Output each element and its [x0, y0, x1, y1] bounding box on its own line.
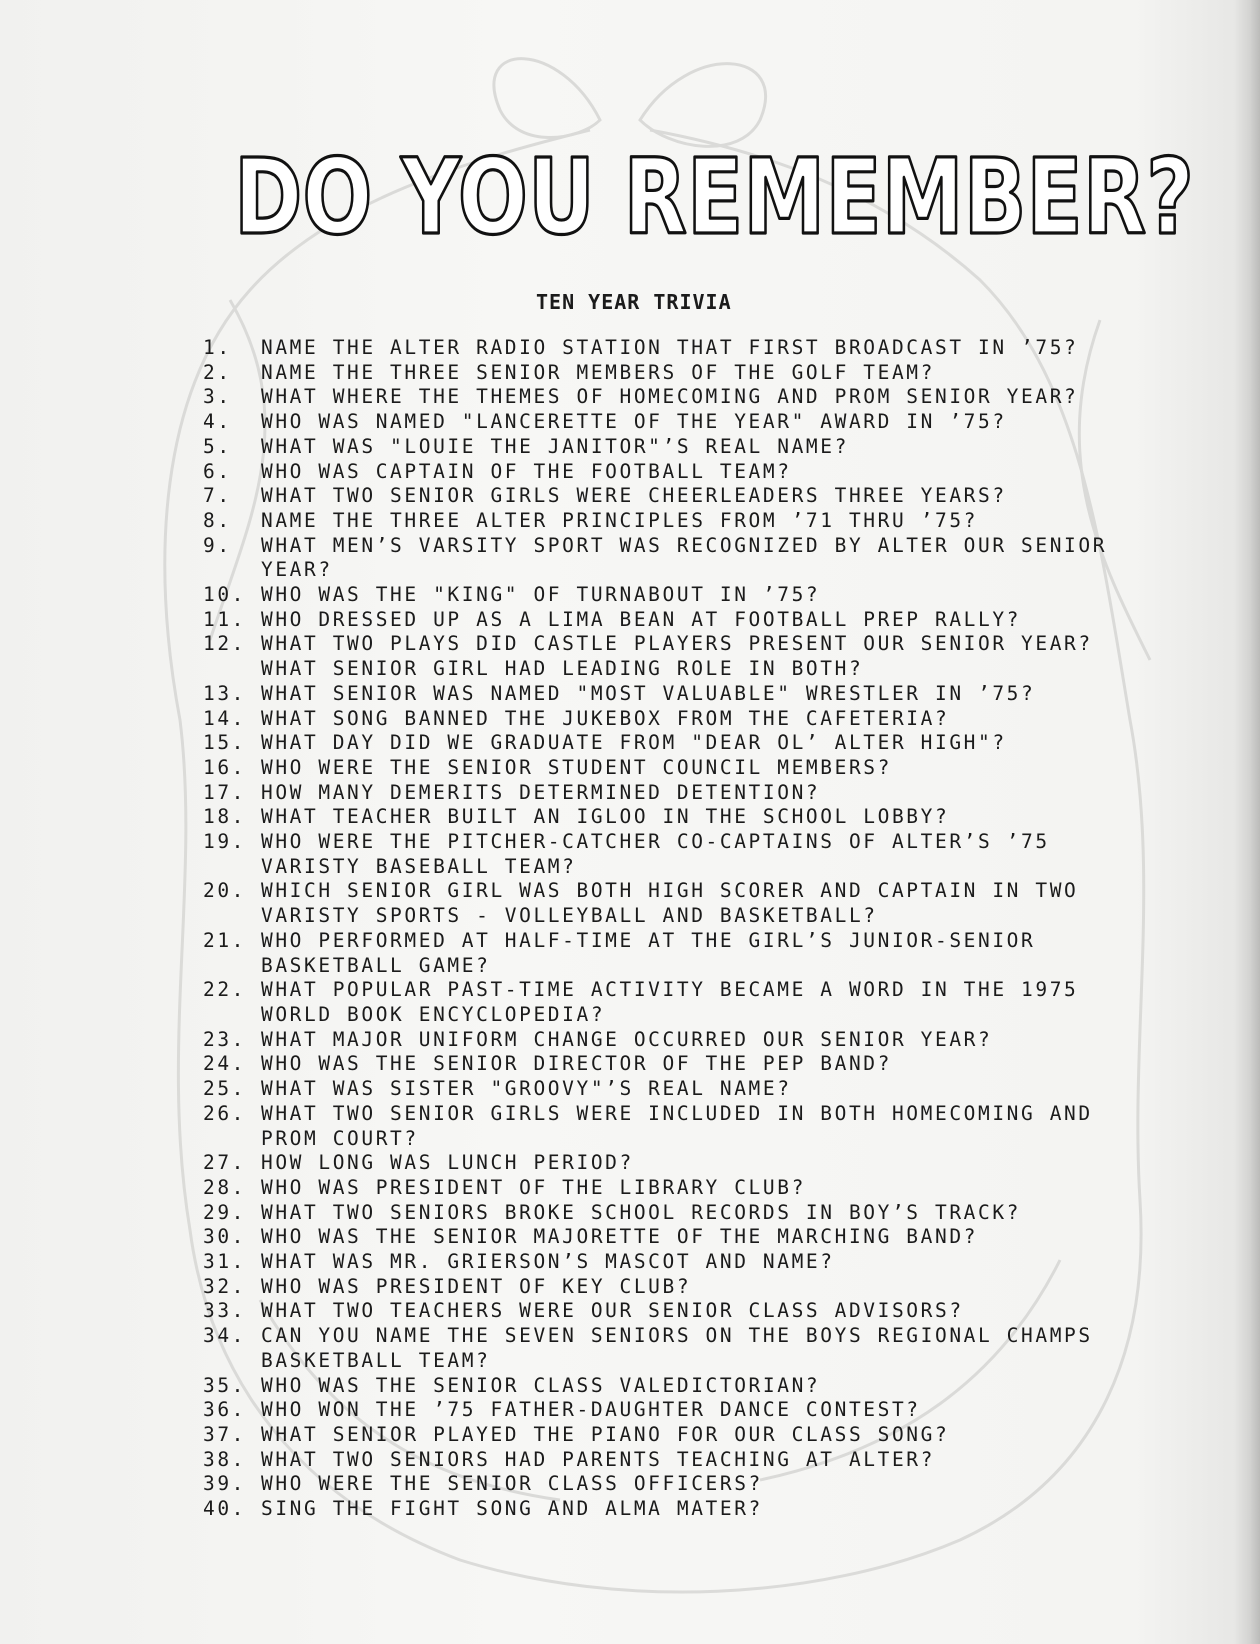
trivia-question-list: [203, 336, 1123, 1522]
question-item: [203, 410, 1123, 435]
question-text: WHO WAS NAMED "LANCERETTE OF THE YEAR" AWARD IN ’75?: [261, 410, 1007, 434]
question-number: 30.: [203, 1225, 247, 1249]
question-number: 40.: [203, 1497, 247, 1521]
question-item: [203, 1077, 1123, 1102]
question-item: [203, 1052, 1123, 1077]
question-number: 1.: [203, 336, 232, 359]
question-text: WHAT TWO TEACHERS WERE OUR SENIOR CLASS ADVISORS?: [261, 1299, 964, 1323]
question-text: WHO WAS THE SENIOR MAJORETTE OF THE MARCHING BAND?: [261, 1225, 978, 1249]
question-number: 18.: [203, 805, 247, 829]
question-number: 32.: [203, 1274, 247, 1298]
question-number: 36.: [203, 1398, 247, 1422]
question-text: WHO WON THE ’75 FATHER-DAUGHTER DANCE CONTEST?: [261, 1398, 921, 1422]
question-item: [203, 534, 1123, 583]
question-text: SING THE FIGHT SONG AND ALMA MATER?: [261, 1497, 763, 1521]
question-number: 38.: [203, 1447, 247, 1471]
question-text: WHO WERE THE SENIOR STUDENT COUNCIL MEMBERS?: [261, 755, 892, 779]
question-text: WHO WERE THE PITCHER-CATCHER CO-CAPTAINS OF ALTER’S ’75 VARISTY BASEBALL TEAM?: [261, 830, 1065, 878]
question-text: WHICH SENIOR GIRL WAS BOTH HIGH SCORER AND CAPTAIN IN TWO VARISTY SPORTS - VOLLEYBALL AND BASKETBALL?: [261, 879, 1093, 928]
question-text: WHO WAS THE "KING" OF TURNABOUT IN ’75?: [261, 583, 821, 607]
question-text: WHAT TEACHER BUILT AN IGLOO IN THE SCHOOL LOBBY?: [261, 805, 950, 829]
question-item: [203, 1225, 1123, 1250]
question-number: 11.: [203, 607, 247, 631]
question-text: WHAT DAY DID WE GRADUATE FROM "DEAR OL’ ALTER HIGH"?: [261, 731, 1007, 755]
question-text: WHAT WAS "LOUIE THE JANITOR"’S REAL NAME?: [261, 434, 849, 458]
question-number: 10.: [203, 583, 247, 607]
question-text: WHAT POPULAR PAST-TIME ACTIVITY BECAME A WORD IN THE 1975 WORLD BOOK ENCYCLOPEDIA?: [261, 978, 1093, 1026]
question-text: WHO DRESSED UP AS A LIMA BEAN AT FOOTBALL PREP RALLY?: [261, 607, 1022, 631]
question-text: WHAT MAJOR UNIFORM CHANGE OCCURRED OUR SENIOR YEAR?: [261, 1027, 993, 1051]
question-item: [203, 608, 1123, 633]
question-number: 3.: [203, 385, 232, 409]
question-text: WHAT TWO PLAYS DID CASTLE PLAYERS PRESENT OUR SENIOR YEAR? WHAT SENIOR GIRL HAD LEADING ROLE IN BOTH?: [261, 632, 1122, 681]
question-item: [203, 1472, 1123, 1497]
question-text: WHAT WAS SISTER "GROOVY"’S REAL NAME?: [261, 1077, 792, 1101]
question-text: WHAT TWO SENIORS HAD PARENTS TEACHING AT ALTER?: [261, 1447, 935, 1471]
question-text: WHO WAS CAPTAIN OF THE FOOTBALL TEAM?: [261, 459, 792, 483]
question-number: 26.: [203, 1101, 247, 1125]
question-text: NAME THE THREE SENIOR MEMBERS OF THE GOLF TEAM?: [261, 360, 935, 384]
question-number: 33.: [203, 1299, 247, 1323]
question-text: WHAT MEN’S VARSITY SPORT WAS RECOGNIZED BY ALTER OUR SENIOR YEAR?: [261, 533, 1122, 582]
question-number: 24.: [203, 1052, 247, 1076]
title-graphic: [228, 118, 1208, 268]
question-item: [203, 1201, 1123, 1226]
question-number: 22.: [203, 978, 247, 1002]
question-number: 9.: [203, 533, 232, 557]
question-item: [203, 731, 1123, 756]
question-text: WHAT SENIOR WAS NAMED "MOST VALUABLE" WRESTLER IN ’75?: [261, 681, 1036, 705]
question-number: 28.: [203, 1175, 247, 1199]
question-number: 5.: [203, 434, 232, 458]
question-number: 27.: [203, 1151, 247, 1175]
question-number: 35.: [203, 1373, 247, 1397]
question-item: [203, 1423, 1123, 1448]
question-item: [203, 978, 1123, 1027]
question-text: WHO PERFORMED AT HALF-TIME AT THE GIRL’S JUNIOR-SENIOR BASKETBALL GAME?: [261, 928, 1050, 977]
question-number: 39.: [203, 1472, 247, 1496]
page-title: DO YOU REMEMBER?: [234, 136, 1194, 258]
question-number: 21.: [203, 928, 247, 952]
question-item: [203, 830, 1123, 879]
question-item: [203, 1324, 1123, 1373]
question-item: [203, 1299, 1123, 1324]
question-item: [203, 1250, 1123, 1275]
question-item: [203, 1374, 1123, 1399]
question-text: WHAT TWO SENIORS BROKE SCHOOL RECORDS IN BOY’S TRACK?: [261, 1200, 1022, 1224]
question-number: 12.: [203, 632, 247, 656]
question-number: 17.: [203, 780, 247, 804]
question-item: [203, 484, 1123, 509]
question-number: 15.: [203, 731, 247, 755]
question-text: HOW MANY DEMERITS DETERMINED DETENTION?: [261, 780, 821, 804]
question-number: 25.: [203, 1077, 247, 1101]
question-number: 20.: [203, 879, 247, 903]
question-text: NAME THE ALTER RADIO STATION THAT FIRST BROADCAST IN ’75?: [261, 336, 1079, 359]
question-text: CAN YOU NAME THE SEVEN SENIORS ON THE BOYS REGIONAL CHAMPS BASKETBALL TEAM?: [261, 1324, 1108, 1372]
question-item: [203, 1398, 1123, 1423]
question-text: WHAT SONG BANNED THE JUKEBOX FROM THE CAFETERIA?: [261, 706, 950, 730]
question-item: [203, 1102, 1123, 1151]
subtitle: TEN YEAR TRIVIA: [536, 290, 732, 314]
question-text: WHO WAS PRESIDENT OF KEY CLUB?: [261, 1274, 692, 1298]
question-item: [203, 336, 1123, 361]
question-item: [203, 509, 1123, 534]
question-item: [203, 385, 1123, 410]
question-text: WHAT SENIOR PLAYED THE PIANO FOR OUR CLASS SONG?: [261, 1422, 950, 1446]
question-item: [203, 1176, 1123, 1201]
question-item: [203, 1275, 1123, 1300]
question-number: 37.: [203, 1422, 247, 1446]
question-item: [203, 879, 1123, 928]
question-item: [203, 756, 1123, 781]
question-text: WHAT WHERE THE THEMES OF HOMECOMING AND PROM SENIOR YEAR?: [261, 385, 1079, 409]
question-number: 13.: [203, 681, 247, 705]
question-item: [203, 632, 1123, 681]
question-text: WHO WAS THE SENIOR DIRECTOR OF THE PEP BAND?: [261, 1052, 892, 1076]
question-item: [203, 707, 1123, 732]
question-item: [203, 1028, 1123, 1053]
question-number: 8.: [203, 508, 232, 532]
question-item: [203, 781, 1123, 806]
question-item: [203, 583, 1123, 608]
question-number: 23.: [203, 1027, 247, 1051]
question-text: NAME THE THREE ALTER PRINCIPLES FROM ’71 THRU ’75?: [261, 508, 978, 532]
question-text: WHAT TWO SENIOR GIRLS WERE CHEERLEADERS THREE YEARS?: [261, 484, 1007, 508]
question-text: WHO WERE THE SENIOR CLASS OFFICERS?: [261, 1472, 763, 1496]
question-item: [203, 1151, 1123, 1176]
question-number: 34.: [203, 1324, 247, 1348]
question-item: [203, 805, 1123, 830]
question-number: 4.: [203, 410, 232, 434]
title-banner: [228, 118, 1208, 268]
question-item: [203, 929, 1123, 978]
question-text: WHO WAS THE SENIOR CLASS VALEDICTORIAN?: [261, 1373, 821, 1397]
question-number: 2.: [203, 360, 232, 384]
question-number: 7.: [203, 484, 232, 508]
question-text: WHAT TWO SENIOR GIRLS WERE INCLUDED IN BOTH HOMECOMING AND PROM COURT?: [261, 1101, 1108, 1150]
question-item: [203, 361, 1123, 386]
question-number: 6.: [203, 459, 232, 483]
question-item: [203, 1448, 1123, 1473]
question-item: [203, 682, 1123, 707]
question-text: WHO WAS PRESIDENT OF THE LIBRARY CLUB?: [261, 1175, 806, 1199]
question-number: 16.: [203, 755, 247, 779]
page-edge-shadow: [1234, 0, 1260, 1644]
question-number: 29.: [203, 1200, 247, 1224]
question-number: 19.: [203, 830, 247, 854]
question-item: [203, 1497, 1123, 1522]
question-number: 14.: [203, 706, 247, 730]
question-item: [203, 435, 1123, 460]
question-text: WHAT WAS MR. GRIERSON’S MASCOT AND NAME?: [261, 1250, 835, 1274]
question-text: HOW LONG WAS LUNCH PERIOD?: [261, 1151, 634, 1175]
question-number: 31.: [203, 1250, 247, 1274]
question-item: [203, 460, 1123, 485]
